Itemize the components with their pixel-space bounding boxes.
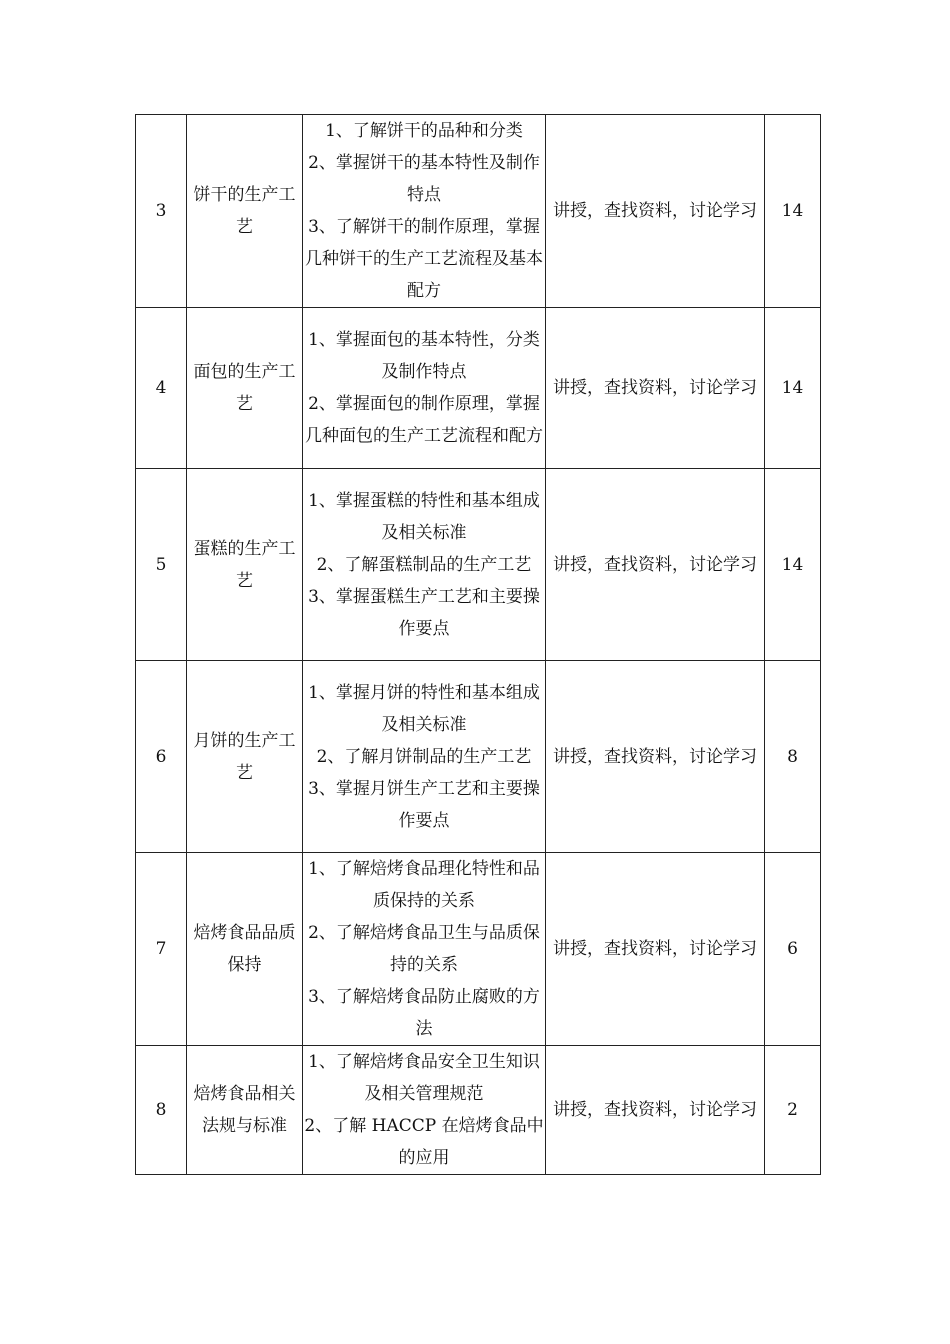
row-goals <box>303 661 546 853</box>
goal-item: 2、了解蛋糕制品的生产工艺 <box>316 554 532 575</box>
row-method: 讲授，查找资料，讨论学习 <box>546 115 765 308</box>
goal-item: 2、了解 HACCP 在焙烤食品中的应用 <box>304 1116 544 1168</box>
row-number: 7 <box>136 853 187 1046</box>
goal-item: 2、掌握面包的制作原理，掌握几种面包的生产工艺流程和配方 <box>305 394 543 446</box>
row-title: 饼干的生产工艺 <box>187 115 303 308</box>
goal-item: 1、掌握面包的基本特性，分类及制作特点 <box>308 330 540 382</box>
row-number: 5 <box>136 469 187 661</box>
goal-item: 2、了解焙烤食品卫生与品质保持的关系 <box>308 923 540 975</box>
row-goals <box>303 308 546 469</box>
goal-item: 1、了解焙烤食品理化特性和品质保持的关系 <box>308 859 540 911</box>
row-title: 焙烤食品相关法规与标准 <box>187 1046 303 1175</box>
goal-item: 3、掌握月饼生产工艺和主要操作要点 <box>308 778 540 831</box>
goal-item: 1、了解饼干的品种和分类 <box>325 121 523 141</box>
row-title: 月饼的生产工艺 <box>187 661 303 853</box>
goal-item: 1、了解焙烤食品安全卫生知识及相关管理规范 <box>308 1052 540 1104</box>
row-title: 面包的生产工艺 <box>187 308 303 469</box>
row-goals <box>303 115 546 308</box>
row-number: 6 <box>136 661 187 853</box>
syllabus-table-body <box>136 115 821 1175</box>
goal-item: 1、掌握蛋糕的特性和基本组成及相关标准 <box>308 490 540 543</box>
table-row <box>136 661 821 853</box>
table-row <box>136 115 821 308</box>
row-hours: 14 <box>765 308 821 469</box>
goal-item: 3、掌握蛋糕生产工艺和主要操作要点 <box>308 586 540 639</box>
row-goals <box>303 1046 546 1175</box>
row-title: 蛋糕的生产工艺 <box>187 469 303 661</box>
row-method: 讲授，查找资料，讨论学习 <box>546 308 765 469</box>
row-number: 3 <box>136 115 187 308</box>
table-row <box>136 308 821 469</box>
row-hours: 6 <box>765 853 821 1046</box>
row-method: 讲授，查找资料，讨论学习 <box>546 661 765 853</box>
row-hours: 14 <box>765 469 821 661</box>
goal-item: 2、掌握饼干的基本特性及制作特点 <box>308 153 540 205</box>
row-hours: 14 <box>765 115 821 308</box>
table-row <box>136 853 821 1046</box>
table-row <box>136 1046 821 1175</box>
goal-item: 2、了解月饼制品的生产工艺 <box>316 746 532 767</box>
row-hours: 8 <box>765 661 821 853</box>
goal-item: 1、掌握月饼的特性和基本组成及相关标准 <box>308 682 540 735</box>
row-method: 讲授，查找资料，讨论学习 <box>546 1046 765 1175</box>
row-method: 讲授，查找资料，讨论学习 <box>546 469 765 661</box>
row-goals <box>303 469 546 661</box>
goal-item: 3、了解焙烤食品防止腐败的方法 <box>308 987 540 1039</box>
syllabus-table <box>135 114 821 1175</box>
row-method: 讲授，查找资料，讨论学习 <box>546 853 765 1046</box>
row-number: 8 <box>136 1046 187 1175</box>
table-row <box>136 469 821 661</box>
row-title: 焙烤食品品质保持 <box>187 853 303 1046</box>
row-hours: 2 <box>765 1046 821 1175</box>
row-goals <box>303 853 546 1046</box>
row-number: 4 <box>136 308 187 469</box>
goal-item: 3、了解饼干的制作原理，掌握几种饼干的生产工艺流程及基本配方 <box>305 217 543 301</box>
